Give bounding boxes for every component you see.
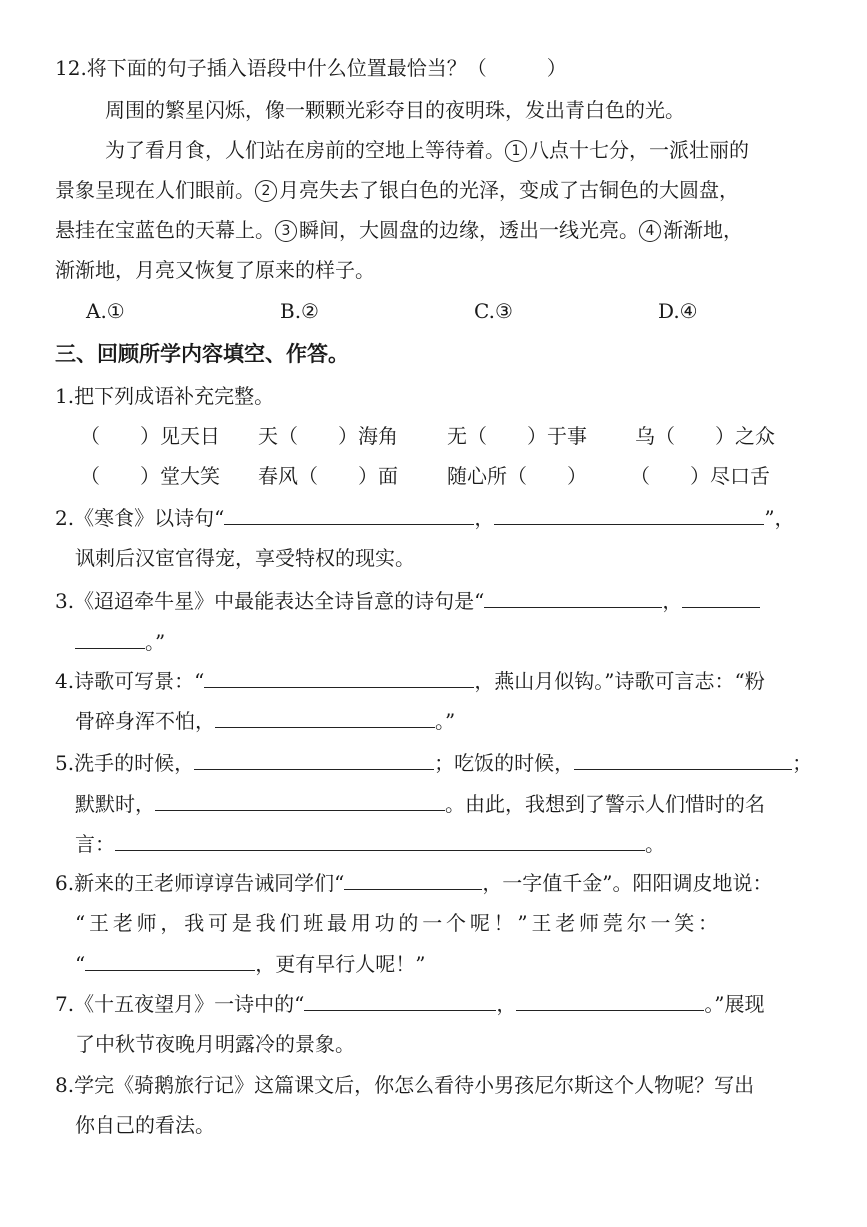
q7-line-2: 了中秋节夜晚月明露冷的景象。 (75, 1032, 355, 1056)
q6-line-3 (75, 950, 425, 978)
position-mark-4: 4 (639, 220, 661, 242)
text: ， (662, 589, 683, 613)
q12-paragraph-line-2 (55, 176, 739, 204)
text: 悬挂在宝蓝色的天幕上。 (55, 218, 275, 242)
text: ，一字值千金”。阳阳调皮地说： (482, 871, 773, 895)
text: 。 (645, 832, 665, 856)
position-mark-2: 2 (255, 180, 277, 202)
text: ，更有早行人呢！” (255, 952, 426, 976)
q12-option-c[interactable]: C.③ (474, 299, 513, 323)
q6-line-2: “王老师，我可是我们班最用功的一个呢！”王老师莞尔一笑： (75, 911, 722, 935)
q8-line-1: 8.学完《骑鹅旅行记》这篇课文后，你怎么看待小男孩尼尔斯这个人物呢？写出 (55, 1073, 755, 1097)
q3-line-2 (75, 628, 165, 656)
text: ， (474, 506, 495, 530)
text: ，燕山月似钩。”诗歌可言志：“粉 (474, 669, 765, 693)
answer-blank[interactable] (224, 504, 474, 525)
text: 5.洗手的时候， (55, 751, 195, 775)
q12-paragraph-line-1 (105, 136, 749, 164)
text: 。由此，我想到了警示人们惜时的名 (445, 792, 765, 816)
position-mark-3: 3 (275, 220, 297, 242)
text: “ (75, 952, 86, 976)
idiom-3[interactable]: 无（ ）于事 (447, 424, 587, 448)
idiom-7[interactable]: 随心所（ ） (447, 464, 587, 488)
answer-blank[interactable] (115, 830, 645, 851)
answer-blank[interactable] (574, 749, 792, 770)
answer-blank[interactable] (344, 869, 482, 890)
q12-stem: 12.将下面的句子插入语段中什么位置最恰当？（ ） (55, 56, 567, 80)
text: 。”展现 (704, 992, 765, 1016)
q8-line-2: 你自己的看法。 (75, 1113, 215, 1137)
q12-insert-sentence: 周围的繁星闪烁，像一颗颗光彩夺目的夜明珠，发出青白色的光。 (105, 98, 685, 122)
q6-line-1 (55, 869, 773, 897)
q12-paragraph-line-4: 渐渐地，月亮又恢复了原来的样子。 (55, 258, 375, 282)
answer-blank[interactable] (494, 504, 764, 525)
q5-line-2 (75, 790, 765, 818)
idiom-6[interactable]: 春风（ ）面 (258, 464, 398, 488)
text: 八点十七分，一派壮丽的 (529, 138, 749, 162)
q7-line-1 (55, 990, 765, 1018)
text: 景象呈现在人们眼前。 (55, 178, 255, 202)
answer-blank[interactable] (155, 790, 445, 811)
answer-blank[interactable] (215, 707, 435, 728)
idiom-5[interactable]: （ ）堂大笑 (80, 464, 220, 488)
text: 默默时， (75, 792, 155, 816)
answer-blank[interactable] (304, 990, 496, 1011)
answer-blank[interactable] (682, 587, 760, 608)
text: 3.《迢迢牵牛星》中最能表达全诗旨意的诗句是“ (55, 589, 485, 613)
text: 骨碎身浑不怕， (75, 709, 215, 733)
answer-blank[interactable] (484, 587, 662, 608)
text: 。” (435, 709, 456, 733)
q4-line-1 (55, 667, 765, 695)
text: 月亮失去了银白色的光泽，变成了古铜色的大圆盘， (279, 178, 739, 202)
idiom-8[interactable]: （ ）尽口舌 (630, 464, 770, 488)
q12-option-d[interactable]: D.④ (658, 299, 698, 323)
q5-line-3 (75, 830, 665, 858)
text: 为了看月食，人们站在房前的空地上等待着。 (105, 138, 505, 162)
q2-line-1 (55, 504, 795, 532)
text: ；吃饭的时候， (434, 751, 575, 775)
text: 言： (75, 832, 115, 856)
text: 6.新来的王老师谆谆告诫同学们“ (55, 871, 345, 895)
answer-blank[interactable] (75, 628, 145, 649)
q2-line-2: 讽刺后汉宦官得宠，享受特权的现实。 (75, 546, 415, 570)
answer-blank[interactable] (194, 749, 434, 770)
section-3-title: 三、回顾所学内容填空、作答。 (55, 341, 349, 366)
text: ”， (764, 506, 795, 530)
q12-paragraph-line-3 (55, 216, 743, 244)
answer-blank[interactable] (516, 990, 704, 1011)
idiom-4[interactable]: 乌（ ）之众 (635, 424, 775, 448)
q1-stem: 1.把下列成语补充完整。 (55, 384, 275, 408)
q4-line-2 (75, 707, 455, 735)
q12-option-a[interactable]: A.① (86, 299, 125, 323)
answer-blank[interactable] (204, 667, 474, 688)
text: 瞬间，大圆盘的边缘，透出一线光亮。 (299, 218, 639, 242)
text: ； (792, 751, 813, 775)
q12-option-b[interactable]: B.② (280, 299, 319, 323)
q3-line-1 (55, 587, 760, 615)
text: 。” (145, 630, 166, 654)
position-mark-1: 1 (505, 140, 527, 162)
text: 渐渐地， (663, 218, 743, 242)
idiom-1[interactable]: （ ）见天日 (80, 424, 220, 448)
text: 4.诗歌可写景：“ (55, 669, 205, 693)
text: 7.《十五夜望月》一诗中的“ (55, 992, 305, 1016)
text: ， (496, 992, 517, 1016)
q5-line-1 (55, 749, 812, 777)
idiom-2[interactable]: 天（ ）海角 (258, 424, 398, 448)
answer-blank[interactable] (85, 950, 255, 971)
text: 2.《寒食》以诗句“ (55, 506, 225, 530)
